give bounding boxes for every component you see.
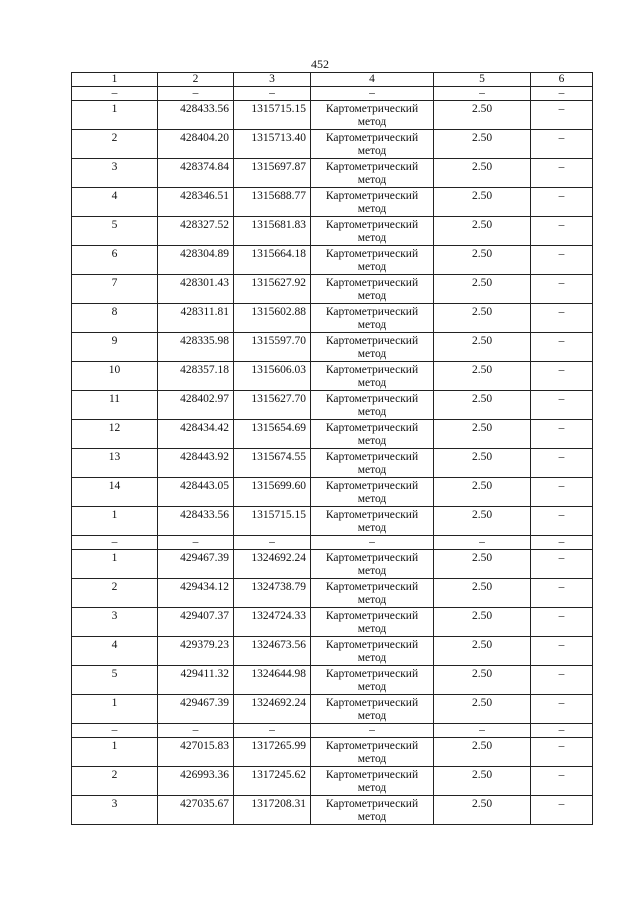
method-cell — [311, 246, 434, 275]
method-line-2: метод — [357, 811, 387, 823]
table-row — [72, 275, 593, 304]
coord-y: 1324724.33 — [234, 608, 311, 637]
method-line-1: Картометрический — [325, 581, 419, 593]
separator-row — [72, 87, 593, 101]
dash-cell: – — [158, 536, 234, 550]
point-number: 11 — [72, 391, 158, 420]
dash-cell: – — [72, 724, 158, 738]
dash-cell: – — [311, 536, 434, 550]
accuracy: 2.50 — [434, 304, 531, 333]
coord-y: 1324673.56 — [234, 637, 311, 666]
method-line-1: Картометрический — [325, 103, 419, 115]
dash-cell: – — [531, 767, 593, 796]
accuracy: 2.50 — [434, 246, 531, 275]
method-cell — [311, 550, 434, 579]
method-cell — [311, 188, 434, 217]
point-number: 1 — [72, 695, 158, 724]
coord-x: 429434.12 — [158, 579, 234, 608]
point-number: 1 — [72, 550, 158, 579]
accuracy: 2.50 — [434, 333, 531, 362]
point-number: 2 — [72, 767, 158, 796]
coord-y: 1315715.15 — [234, 507, 311, 536]
method-cell — [311, 130, 434, 159]
table-row — [72, 159, 593, 188]
dash-cell: – — [531, 666, 593, 695]
accuracy: 2.50 — [434, 188, 531, 217]
point-number: 7 — [72, 275, 158, 304]
method-line-1: Картометрический — [325, 161, 419, 173]
method-line-2: метод — [357, 753, 387, 765]
method-line-2: метод — [357, 464, 387, 476]
dash-cell: – — [72, 536, 158, 550]
method-line-1: Картометрический — [325, 364, 419, 376]
point-number: 9 — [72, 333, 158, 362]
method-line-2: метод — [357, 232, 387, 244]
method-cell — [311, 159, 434, 188]
method-cell — [311, 304, 434, 333]
method-cell — [311, 217, 434, 246]
header-cell-3: 3 — [234, 73, 311, 87]
point-number: 2 — [72, 579, 158, 608]
dash-cell: – — [311, 724, 434, 738]
method-cell — [311, 333, 434, 362]
header-cell-1: 1 — [72, 73, 158, 87]
dash-cell: – — [531, 695, 593, 724]
coord-x: 428335.98 — [158, 333, 234, 362]
accuracy: 2.50 — [434, 796, 531, 825]
dash-cell: – — [531, 507, 593, 536]
dash-cell: – — [72, 87, 158, 101]
accuracy: 2.50 — [434, 637, 531, 666]
coord-y: 1324692.24 — [234, 695, 311, 724]
method-line-1: Картометрический — [325, 219, 419, 231]
table-row — [72, 391, 593, 420]
point-number: 1 — [72, 101, 158, 130]
coord-x: 428433.56 — [158, 507, 234, 536]
accuracy: 2.50 — [434, 391, 531, 420]
table-row — [72, 420, 593, 449]
point-number: 3 — [72, 159, 158, 188]
dash-cell: – — [531, 333, 593, 362]
coord-x: 429379.23 — [158, 637, 234, 666]
dash-cell: – — [531, 246, 593, 275]
header-cell-5: 5 — [434, 73, 531, 87]
dash-cell: – — [531, 724, 593, 738]
dash-cell: – — [531, 130, 593, 159]
coordinates-table — [71, 72, 593, 825]
coord-y: 1315597.70 — [234, 333, 311, 362]
dash-cell: – — [531, 536, 593, 550]
accuracy: 2.50 — [434, 275, 531, 304]
table-row — [72, 738, 593, 767]
method-cell — [311, 275, 434, 304]
method-line-2: метод — [357, 348, 387, 360]
point-number: 8 — [72, 304, 158, 333]
method-line-1: Картометрический — [325, 610, 419, 622]
coord-y: 1315602.88 — [234, 304, 311, 333]
method-line-1: Картометрический — [325, 668, 419, 680]
table-row — [72, 637, 593, 666]
table-row — [72, 333, 593, 362]
dash-cell: – — [531, 796, 593, 825]
dash-cell: – — [531, 579, 593, 608]
method-line-2: метод — [357, 710, 387, 722]
method-line-1: Картометрический — [325, 422, 419, 434]
method-line-1: Картометрический — [325, 248, 419, 260]
method-cell — [311, 796, 434, 825]
dash-cell: – — [234, 536, 311, 550]
dash-cell: – — [531, 87, 593, 101]
table-row — [72, 246, 593, 275]
table-row — [72, 767, 593, 796]
accuracy: 2.50 — [434, 666, 531, 695]
method-line-1: Картометрический — [325, 480, 419, 492]
accuracy: 2.50 — [434, 507, 531, 536]
dash-cell: – — [531, 608, 593, 637]
coord-y: 1315654.69 — [234, 420, 311, 449]
table-row — [72, 101, 593, 130]
method-cell — [311, 608, 434, 637]
method-line-2: метод — [357, 406, 387, 418]
dash-cell: – — [311, 87, 434, 101]
coord-y: 1315688.77 — [234, 188, 311, 217]
method-line-2: метод — [357, 493, 387, 505]
coord-x: 428443.05 — [158, 478, 234, 507]
table-row — [72, 449, 593, 478]
method-line-2: метод — [357, 116, 387, 128]
accuracy: 2.50 — [434, 217, 531, 246]
table-row — [72, 217, 593, 246]
method-line-1: Картометрический — [325, 509, 419, 521]
method-line-1: Картометрический — [325, 451, 419, 463]
method-line-1: Картометрический — [325, 335, 419, 347]
coord-y: 1315627.70 — [234, 391, 311, 420]
accuracy: 2.50 — [434, 362, 531, 391]
point-number: 13 — [72, 449, 158, 478]
point-number: 10 — [72, 362, 158, 391]
coord-x: 427035.67 — [158, 796, 234, 825]
accuracy: 2.50 — [434, 159, 531, 188]
coord-x: 428327.52 — [158, 217, 234, 246]
dash-cell: – — [531, 637, 593, 666]
dash-cell: – — [531, 449, 593, 478]
method-line-2: метод — [357, 565, 387, 577]
table-row — [72, 608, 593, 637]
accuracy: 2.50 — [434, 130, 531, 159]
method-line-2: метод — [357, 623, 387, 635]
dash-cell: – — [434, 724, 531, 738]
method-line-1: Картометрический — [325, 277, 419, 289]
point-number: 2 — [72, 130, 158, 159]
coord-x: 428311.81 — [158, 304, 234, 333]
method-line-1: Картометрический — [325, 697, 419, 709]
point-number: 1 — [72, 738, 158, 767]
coord-x: 428346.51 — [158, 188, 234, 217]
separator-row — [72, 536, 593, 550]
coord-x: 428374.84 — [158, 159, 234, 188]
dash-cell: – — [531, 304, 593, 333]
table-row — [72, 550, 593, 579]
method-line-1: Картометрический — [325, 190, 419, 202]
coord-y: 1315713.40 — [234, 130, 311, 159]
method-line-1: Картометрический — [325, 552, 419, 564]
method-line-1: Картометрический — [325, 132, 419, 144]
method-line-2: метод — [357, 203, 387, 215]
coord-x: 428443.92 — [158, 449, 234, 478]
method-cell — [311, 507, 434, 536]
coord-x: 428304.89 — [158, 246, 234, 275]
coord-y: 1324692.24 — [234, 550, 311, 579]
accuracy: 2.50 — [434, 420, 531, 449]
dash-cell: – — [434, 87, 531, 101]
coord-y: 1324738.79 — [234, 579, 311, 608]
coord-x: 428404.20 — [158, 130, 234, 159]
method-cell — [311, 420, 434, 449]
dash-cell: – — [234, 724, 311, 738]
table-row — [72, 796, 593, 825]
point-number: 6 — [72, 246, 158, 275]
table-row — [72, 579, 593, 608]
method-line-2: метод — [357, 594, 387, 606]
method-cell — [311, 695, 434, 724]
accuracy: 2.50 — [434, 695, 531, 724]
coord-x: 427015.83 — [158, 738, 234, 767]
accuracy: 2.50 — [434, 101, 531, 130]
dash-cell: – — [531, 101, 593, 130]
coord-y: 1315697.87 — [234, 159, 311, 188]
coord-x: 429407.37 — [158, 608, 234, 637]
coord-x: 429467.39 — [158, 695, 234, 724]
method-line-2: метод — [357, 290, 387, 302]
method-line-2: метод — [357, 261, 387, 273]
dash-cell: – — [531, 420, 593, 449]
method-line-2: метод — [357, 435, 387, 447]
coord-y: 1315606.03 — [234, 362, 311, 391]
method-line-2: метод — [357, 681, 387, 693]
header-cell-2: 2 — [158, 73, 234, 87]
table-row — [72, 695, 593, 724]
header-cell-6: 6 — [531, 73, 593, 87]
accuracy: 2.50 — [434, 478, 531, 507]
dash-cell: – — [531, 159, 593, 188]
table-body — [72, 73, 593, 825]
method-line-2: метод — [357, 652, 387, 664]
table-row — [72, 507, 593, 536]
accuracy: 2.50 — [434, 767, 531, 796]
coord-y: 1317208.31 — [234, 796, 311, 825]
table-row — [72, 188, 593, 217]
separator-row — [72, 724, 593, 738]
coord-x: 428402.97 — [158, 391, 234, 420]
coord-y: 1315664.18 — [234, 246, 311, 275]
coord-x: 429467.39 — [158, 550, 234, 579]
method-line-2: метод — [357, 145, 387, 157]
method-line-2: метод — [357, 319, 387, 331]
method-cell — [311, 391, 434, 420]
point-number: 4 — [72, 637, 158, 666]
method-cell — [311, 579, 434, 608]
point-number: 5 — [72, 666, 158, 695]
dash-cell: – — [531, 217, 593, 246]
point-number: 4 — [72, 188, 158, 217]
method-cell — [311, 362, 434, 391]
method-line-1: Картометрический — [325, 769, 419, 781]
accuracy: 2.50 — [434, 608, 531, 637]
point-number: 1 — [72, 507, 158, 536]
dash-cell: – — [234, 87, 311, 101]
method-line-1: Картометрический — [325, 393, 419, 405]
coord-x: 426993.36 — [158, 767, 234, 796]
point-number: 3 — [72, 608, 158, 637]
coord-y: 1315715.15 — [234, 101, 311, 130]
dash-cell: – — [531, 188, 593, 217]
page-number: 452 — [311, 57, 329, 71]
method-cell — [311, 637, 434, 666]
method-cell — [311, 449, 434, 478]
point-number: 14 — [72, 478, 158, 507]
method-line-1: Картометрический — [325, 740, 419, 752]
method-line-1: Картометрический — [325, 306, 419, 318]
method-cell — [311, 666, 434, 695]
coord-y: 1324644.98 — [234, 666, 311, 695]
method-cell — [311, 478, 434, 507]
coord-y: 1317245.62 — [234, 767, 311, 796]
coord-x: 429411.32 — [158, 666, 234, 695]
table-row — [72, 478, 593, 507]
dash-cell: – — [531, 391, 593, 420]
method-line-2: метод — [357, 522, 387, 534]
accuracy: 2.50 — [434, 738, 531, 767]
accuracy: 2.50 — [434, 550, 531, 579]
dash-cell: – — [531, 478, 593, 507]
dash-cell: – — [531, 275, 593, 304]
header-row — [72, 73, 593, 87]
accuracy: 2.50 — [434, 449, 531, 478]
coord-y: 1315681.83 — [234, 217, 311, 246]
table-row — [72, 304, 593, 333]
dash-cell: – — [158, 724, 234, 738]
table-row — [72, 130, 593, 159]
coord-y: 1315699.60 — [234, 478, 311, 507]
table-row — [72, 362, 593, 391]
method-line-2: метод — [357, 377, 387, 389]
point-number: 3 — [72, 796, 158, 825]
method-line-1: Картометрический — [325, 798, 419, 810]
dash-cell: – — [531, 738, 593, 767]
accuracy: 2.50 — [434, 579, 531, 608]
point-number: 5 — [72, 217, 158, 246]
method-line-1: Картометрический — [325, 639, 419, 651]
method-cell — [311, 738, 434, 767]
coord-y: 1317265.99 — [234, 738, 311, 767]
coord-y: 1315674.55 — [234, 449, 311, 478]
dash-cell: – — [531, 362, 593, 391]
point-number: 12 — [72, 420, 158, 449]
dash-cell: – — [158, 87, 234, 101]
header-cell-4: 4 — [311, 73, 434, 87]
table-row — [72, 666, 593, 695]
method-cell — [311, 101, 434, 130]
dash-cell: – — [434, 536, 531, 550]
method-line-2: метод — [357, 782, 387, 794]
coord-x: 428433.56 — [158, 101, 234, 130]
dash-cell: – — [531, 550, 593, 579]
coord-x: 428301.43 — [158, 275, 234, 304]
method-cell — [311, 767, 434, 796]
method-line-2: метод — [357, 174, 387, 186]
coord-y: 1315627.92 — [234, 275, 311, 304]
coord-x: 428357.18 — [158, 362, 234, 391]
coord-x: 428434.42 — [158, 420, 234, 449]
